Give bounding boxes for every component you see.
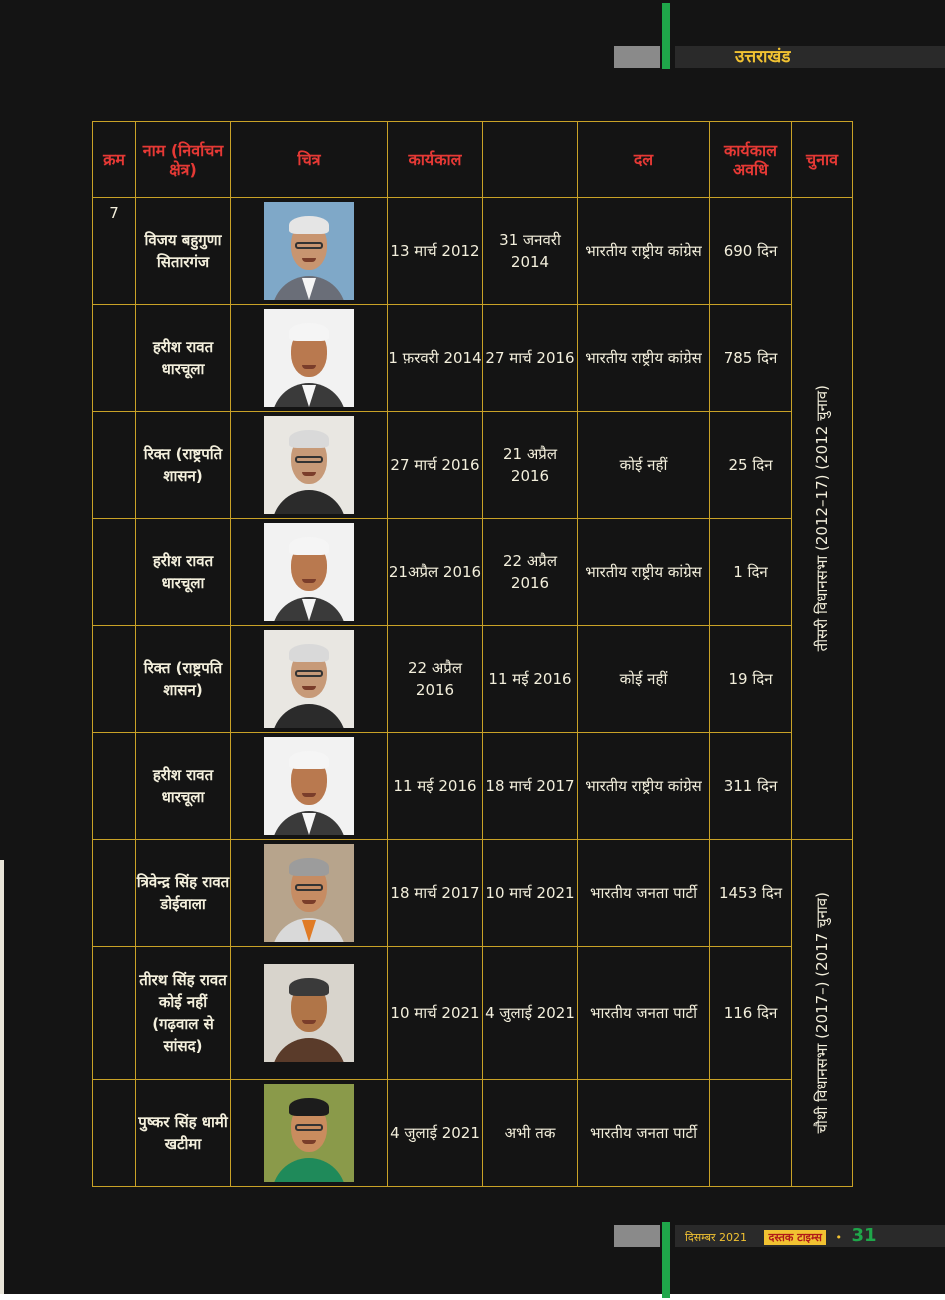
row-days: 1453 दिन [710, 840, 792, 947]
row-party: कोई नहीं [578, 412, 710, 519]
row-name: हरीश रावत धारचूला [136, 519, 231, 626]
header-tenure: कार्यकाल [388, 122, 483, 198]
election-cell-fourth-assembly [792, 840, 853, 1187]
table-row [93, 412, 853, 519]
row-to: 22 अप्रैल 2016 [483, 519, 578, 626]
row-to: 10 मार्च 2021 [483, 840, 578, 947]
row-name: रिक्त (राष्ट्रपति शासन) [136, 412, 231, 519]
row-photo-cell [231, 1080, 388, 1187]
row-from: 11 मई 2016 [388, 733, 483, 840]
table-row [93, 519, 853, 626]
header-party: दल [578, 122, 710, 198]
header-seq: क्रम [93, 122, 136, 198]
election-cell-third-assembly [792, 198, 853, 840]
row-to: 21 अप्रैल 2016 [483, 412, 578, 519]
row-party: भारतीय जनता पार्टी [578, 1080, 710, 1187]
portrait-photo [264, 202, 354, 300]
header-photo: चित्र [231, 122, 388, 198]
row-photo-cell [231, 947, 388, 1080]
row-seq: 7 [93, 198, 136, 305]
header-name: नाम (निर्वाचन क्षेत्र) [136, 122, 231, 198]
row-seq [93, 840, 136, 947]
row-from: 21अप्रैल 2016 [388, 519, 483, 626]
header-grey-block [614, 46, 660, 68]
page-number: 31 [851, 1225, 877, 1246]
row-name: हरीश रावत धारचूला [136, 733, 231, 840]
row-seq [93, 305, 136, 412]
row-seq [93, 1080, 136, 1187]
election-label: चौथी विधानसभा (2017–) (2017 चुनाव) [813, 892, 831, 1134]
row-from: 1 फ़रवरी 2014 [388, 305, 483, 412]
header-tenure-to [483, 122, 578, 198]
portrait-photo [264, 523, 354, 621]
row-to: 18 मार्च 2017 [483, 733, 578, 840]
row-party: भारतीय राष्ट्रीय कांग्रेस [578, 519, 710, 626]
table-row [93, 733, 853, 840]
portrait-photo [264, 844, 354, 942]
row-from: 10 मार्च 2021 [388, 947, 483, 1080]
row-photo-cell [231, 305, 388, 412]
row-to: अभी तक [483, 1080, 578, 1187]
footer-grey-block [614, 1225, 660, 1247]
row-photo-cell [231, 412, 388, 519]
row-party: कोई नहीं [578, 626, 710, 733]
table-row [93, 626, 853, 733]
chief-ministers-table [92, 121, 853, 1187]
row-to: 27 मार्च 2016 [483, 305, 578, 412]
portrait-photo [264, 737, 354, 835]
row-photo-cell [231, 840, 388, 947]
row-days: 25 दिन [710, 412, 792, 519]
table-row [93, 947, 853, 1080]
row-from: 4 जुलाई 2021 [388, 1080, 483, 1187]
row-days: 785 दिन [710, 305, 792, 412]
row-from: 13 मार्च 2012 [388, 198, 483, 305]
row-to: 11 मई 2016 [483, 626, 578, 733]
section-title: उत्तराखंड [675, 46, 945, 68]
row-to: 4 जुलाई 2021 [483, 947, 578, 1080]
election-label: तीसरी विधानसभा (2012–17) (2012 चुनाव) [813, 385, 831, 652]
row-from: 27 मार्च 2016 [388, 412, 483, 519]
header-duration: कार्यकाल अवधि [710, 122, 792, 198]
row-party: भारतीय राष्ट्रीय कांग्रेस [578, 198, 710, 305]
table-row [93, 1080, 853, 1187]
row-days: 116 दिन [710, 947, 792, 1080]
row-photo-cell [231, 198, 388, 305]
portrait-photo [264, 630, 354, 728]
row-photo-cell [231, 626, 388, 733]
row-photo-cell [231, 733, 388, 840]
row-seq [93, 733, 136, 840]
footer-bullet: • [835, 1231, 842, 1244]
row-seq [93, 519, 136, 626]
row-party: भारतीय राष्ट्रीय कांग्रेस [578, 733, 710, 840]
row-from: 18 मार्च 2017 [388, 840, 483, 947]
row-to: 31 जनवरी 2014 [483, 198, 578, 305]
footer-green-bar [662, 1222, 670, 1298]
row-days: 311 दिन [710, 733, 792, 840]
row-name: विजय बहुगुणा सितारगंज [136, 198, 231, 305]
row-days: 19 दिन [710, 626, 792, 733]
row-name: रिक्त (राष्ट्रपति शासन) [136, 626, 231, 733]
table-row [93, 840, 853, 947]
footer-band [675, 1225, 945, 1247]
portrait-photo [264, 964, 354, 1062]
table-row [93, 198, 853, 305]
portrait-photo [264, 309, 354, 407]
row-name: पुष्कर सिंह धामी खटीमा [136, 1080, 231, 1187]
portrait-photo [264, 416, 354, 514]
row-party: भारतीय जनता पार्टी [578, 947, 710, 1080]
page-edge-bottom [0, 1294, 945, 1300]
row-days [710, 1080, 792, 1187]
magazine-logo: दस्तक टाइम्स [764, 1230, 825, 1245]
row-party: भारतीय राष्ट्रीय कांग्रेस [578, 305, 710, 412]
footer-month: दिसम्बर 2021 [685, 1231, 747, 1244]
row-from: 22 अप्रैल 2016 [388, 626, 483, 733]
page-edge [0, 860, 4, 1300]
row-days: 1 दिन [710, 519, 792, 626]
row-name: हरीश रावत धारचूला [136, 305, 231, 412]
row-seq [93, 947, 136, 1080]
header-green-bar [662, 3, 670, 69]
portrait-photo [264, 1084, 354, 1182]
table-header-row [93, 122, 853, 198]
row-party: भारतीय जनता पार्टी [578, 840, 710, 947]
header-election: चुनाव [792, 122, 853, 198]
table-row [93, 305, 853, 412]
row-days: 690 दिन [710, 198, 792, 305]
row-seq [93, 626, 136, 733]
row-name: तीरथ सिंह रावत कोई नहीं (गढ़वाल से सांसद) [136, 947, 231, 1080]
row-photo-cell [231, 519, 388, 626]
row-name: त्रिवेन्द्र सिंह रावत डोईवाला [136, 840, 231, 947]
row-seq [93, 412, 136, 519]
